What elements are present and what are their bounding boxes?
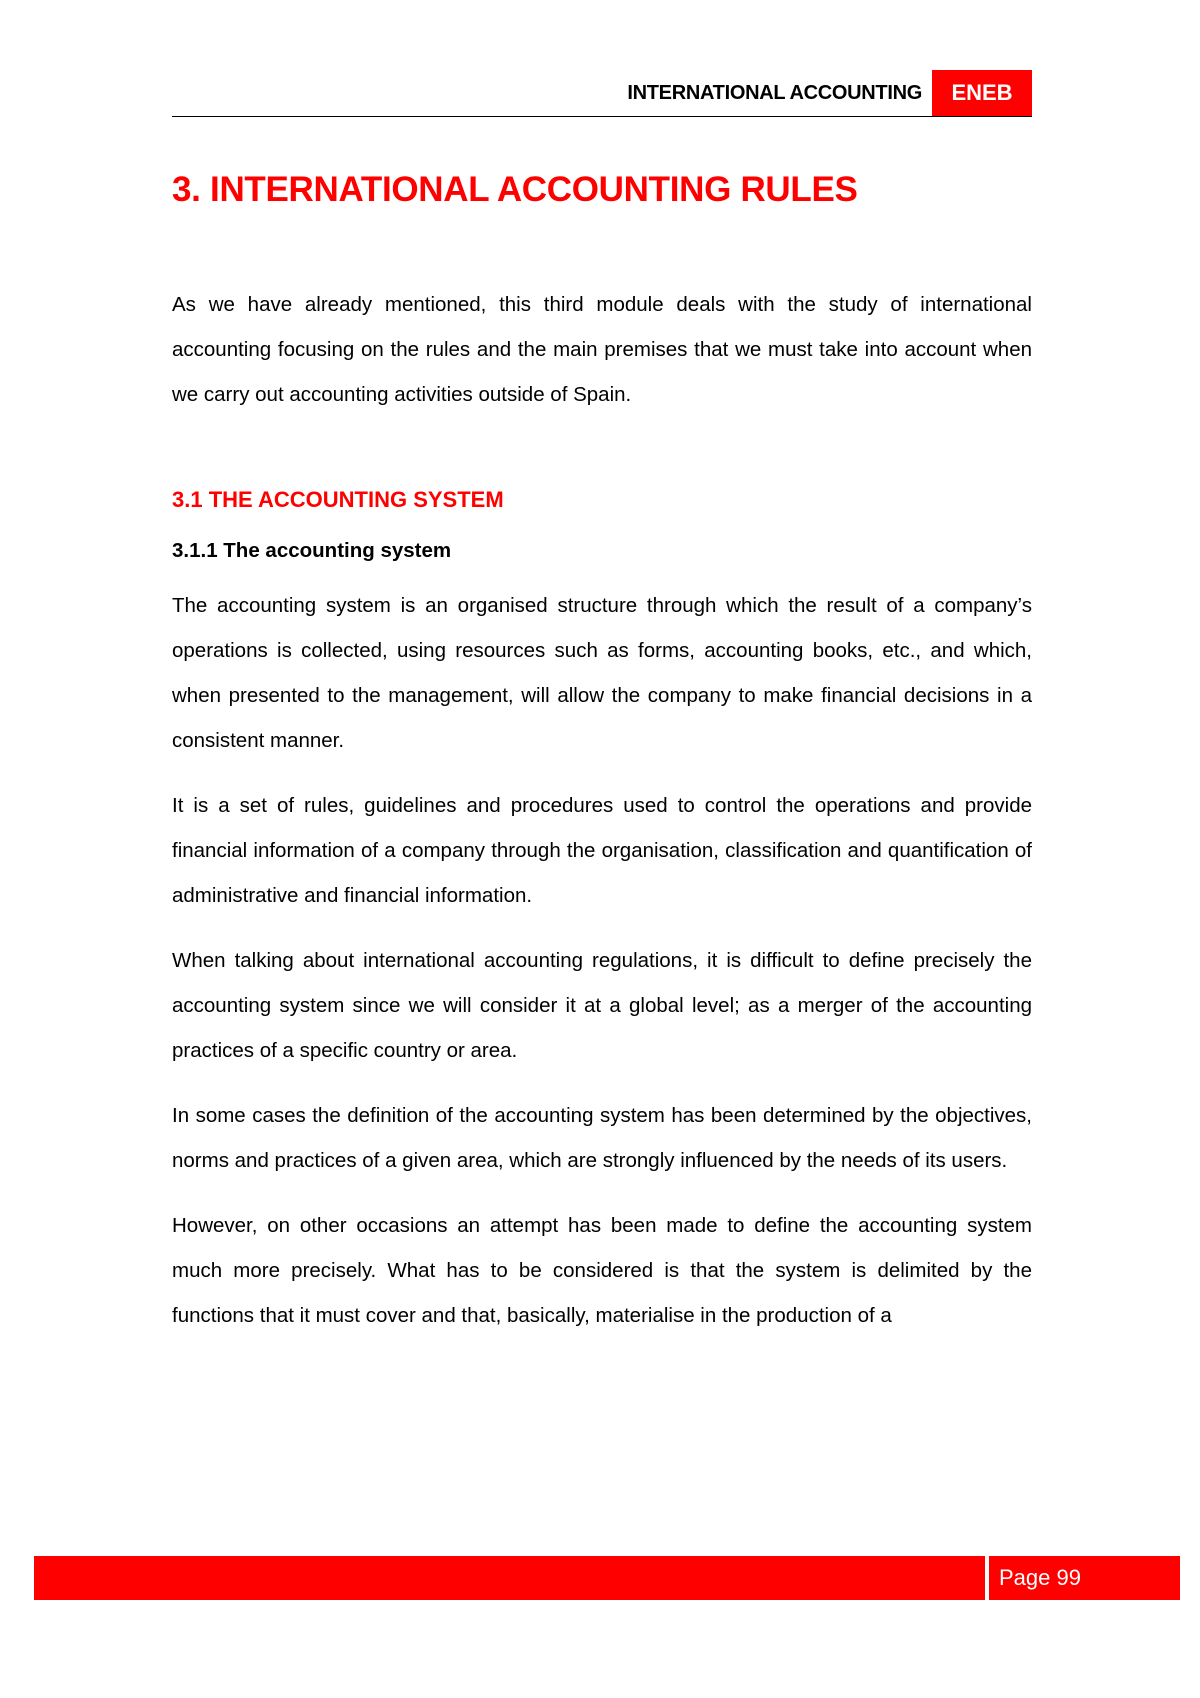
page-number: Page 99 (989, 1556, 1180, 1600)
body-paragraph: When talking about international accounting regulations, it is difficult to define precisely the accounting system since we will consider it at a global level; as a merger of the accounting practices of a specific country or area. (172, 949, 1032, 1062)
body-paragraph: It is a set of rules, guidelines and procedures used to control the operations and provide financial information of a company through the organisation, classification and quantification of administrative and financial information. (172, 794, 1032, 907)
body-paragraph: The accounting system is an organised structure through which the result of a company’s operations is collected, using resources such as forms, accounting books, etc., and which, when presented to the management, will allow the company to make financial decisions in a consistent manner. (172, 594, 1032, 752)
chapter-title: 3. INTERNATIONAL ACCOUNTING RULES (172, 170, 858, 209)
body-paragraph: In some cases the definition of the accounting system has been determined by the objectives, norms and practices of a given area, which are strongly influenced by the needs of its users. (172, 1104, 1032, 1172)
subsection-title: 3.1.1 The accounting system (172, 539, 452, 562)
section-title: 3.1 THE ACCOUNTING SYSTEM (172, 487, 504, 512)
chapter-intro-paragraph: As we have already mentioned, this third module deals with the study of international accounting focusing on the rules and the main premises that we must take into account when we carry out accounting activities outside of Spain. (172, 293, 1032, 406)
body-paragraph: However, on other occasions an attempt has been made to define the accounting system much more precisely. What has to be considered is that the system is delimited by the functions that it must cover and that, basically, materialise in the production of a (172, 1214, 1032, 1327)
eneb-logo-badge: ENEB (932, 70, 1032, 116)
footer-bar (34, 1556, 985, 1600)
document-body (172, 170, 1032, 1358)
page-header (172, 70, 1032, 117)
header-title: INTERNATIONAL ACCOUNTING (627, 82, 922, 104)
